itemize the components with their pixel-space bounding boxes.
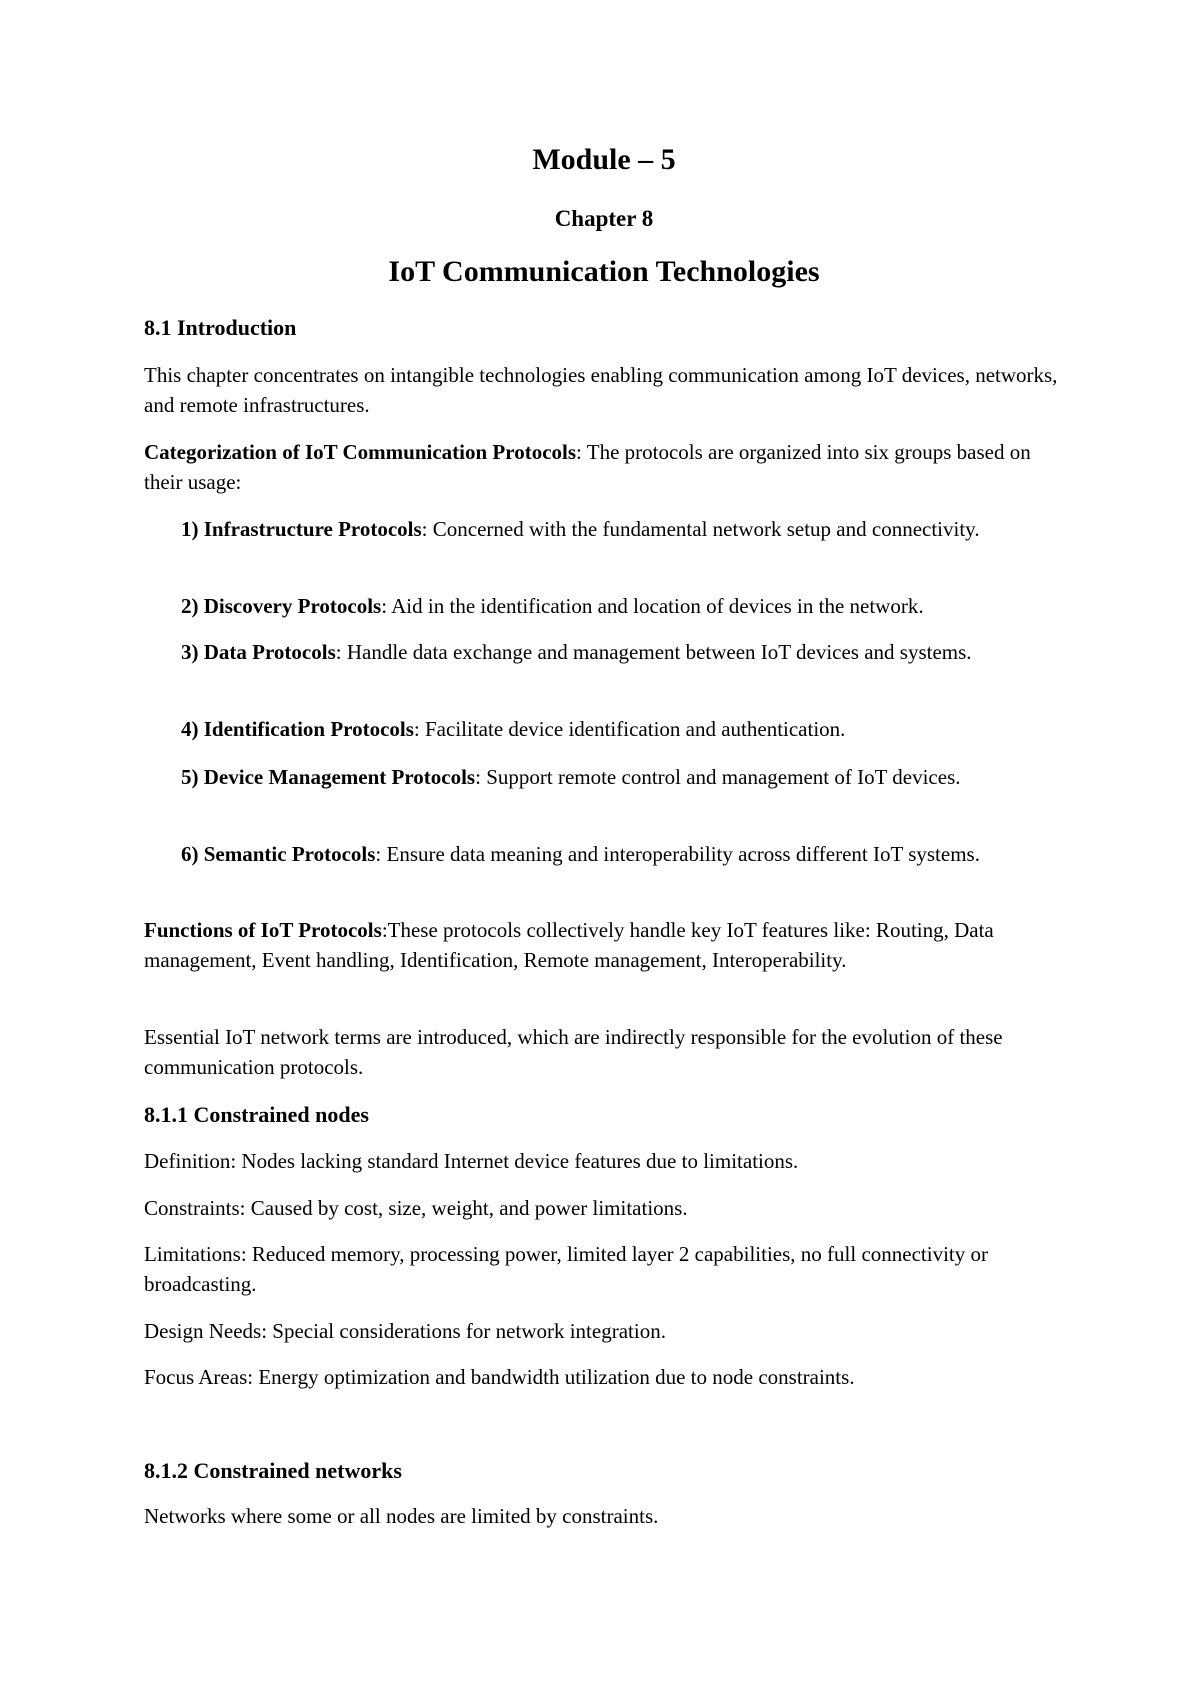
constrained-nodes-definition: Definition: Nodes lacking standard Internet device features due to limitations. bbox=[144, 1149, 799, 1173]
protocol-label: 1) Infrastructure Protocols bbox=[181, 517, 422, 541]
protocol-text: : Ensure data meaning and interoperability across different IoT systems. bbox=[375, 842, 980, 866]
protocol-item-discovery bbox=[181, 591, 1064, 621]
functions-text: :These protocols collectively handle key IoT features like: Routing, Data management, Event handling, Identification, Remote management, Interoperability. bbox=[144, 918, 994, 972]
constrained-nodes-focus-areas: Focus Areas: Energy optimization and bandwidth utilization due to node constraints. bbox=[144, 1365, 855, 1389]
protocol-text: : Support remote control and management of IoT devices. bbox=[475, 765, 961, 789]
page-title: IoT Communication Technologies bbox=[388, 255, 820, 288]
functions-paragraph bbox=[144, 915, 1064, 975]
protocol-text: : Aid in the identification and location of devices in the network. bbox=[381, 594, 924, 618]
section-heading-constrained-networks: 8.1.2 Constrained networks bbox=[144, 1458, 402, 1483]
intro-paragraph: This chapter concentrates on intangible technologies enabling communication among IoT devices, networks, and remote infrastructures. bbox=[144, 363, 1058, 417]
protocol-item-infrastructure bbox=[181, 514, 1064, 544]
constrained-nodes-limitations: Limitations: Reduced memory, processing power, limited layer 2 capabilities, no full connectivity or broadcasting. bbox=[144, 1242, 988, 1296]
protocol-label: 6) Semantic Protocols bbox=[181, 842, 376, 866]
module-title: Module – 5 bbox=[532, 143, 676, 176]
categorization-text: : The protocols are organized into six groups based on their usage: bbox=[144, 440, 1031, 494]
protocol-item-semantic bbox=[181, 839, 1064, 869]
protocol-label: 4) Identification Protocols bbox=[181, 717, 414, 741]
functions-label: Functions of IoT Protocols bbox=[144, 918, 382, 942]
protocol-text: : Handle data exchange and management between IoT devices and systems. bbox=[335, 640, 972, 664]
protocol-label: 3) Data Protocols bbox=[181, 640, 336, 664]
protocol-text: : Concerned with the fundamental network setup and connectivity. bbox=[421, 517, 980, 541]
chapter-title: Chapter 8 bbox=[554, 206, 654, 231]
section-heading-constrained-nodes: 8.1.1 Constrained nodes bbox=[144, 1102, 369, 1127]
protocol-item-data bbox=[181, 637, 1064, 667]
constrained-nodes-constraints: Constraints: Caused by cost, size, weight, and power limitations. bbox=[144, 1196, 688, 1220]
protocol-item-device-management bbox=[181, 762, 1064, 792]
constrained-nodes-design-needs: Design Needs: Special considerations for network integration. bbox=[144, 1319, 666, 1343]
protocol-item-identification bbox=[181, 714, 1064, 744]
constrained-networks-paragraph: Networks where some or all nodes are limited by constraints. bbox=[144, 1504, 659, 1528]
categorization-paragraph bbox=[144, 437, 1064, 497]
essential-terms-paragraph: Essential IoT network terms are introduced, which are indirectly responsible for the evolution of these communication protocols. bbox=[144, 1025, 1003, 1079]
protocol-label: 2) Discovery Protocols bbox=[181, 594, 382, 618]
categorization-label: Categorization of IoT Communication Protocols bbox=[144, 440, 577, 464]
section-heading-introduction: 8.1 Introduction bbox=[144, 315, 297, 340]
protocol-text: : Facilitate device identification and authentication. bbox=[413, 717, 846, 741]
protocol-label: 5) Device Management Protocols bbox=[181, 765, 476, 789]
